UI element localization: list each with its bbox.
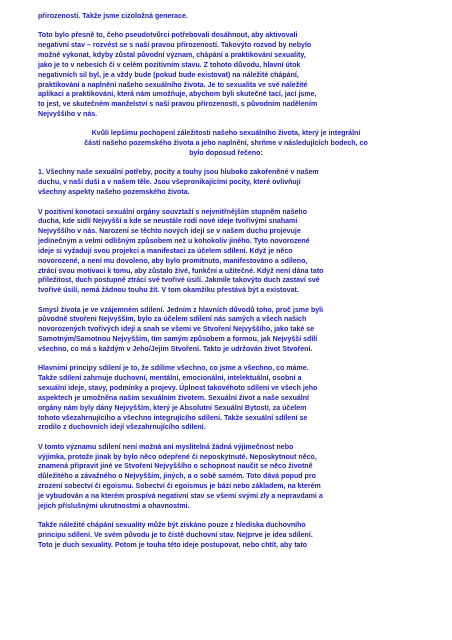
paragraph-5: V pozitivní konotaci sexuální orgány souvztaží s nejvnitřnějším stupněm našeho ducha, kde sídlí Nejvyšší a kde se neustále rodí nové ideje tvořivými snahami Nejvyššího v nás. Narození se těchto nových idejí se v našem duchu projevuje jedinečným a velmi odlišným způsobem než u kohokoliv jiného. Tyto novorozené ideje si vyžadují svou projekci a manifestaci za účelem sdílení. Když je něco novorozené, a není mu dovoleno, aby bylo promítnuto, manifestováno a sdíleno, ztrácí svou motivaci k tomu, aby zůstalo živé, funkční a užitečné. Když není dána tato příležitost, duch postupně ztrácí své tvořivé úsilí. Jakmile takovýto duch zastaví své tvořivé úsilí, nemá žádnou touhu žít. V tom okamžiku přestává být a existovat. xyxy=(38,208,324,295)
paragraph-2: Toto bylo přesně to, čeho pseudotvůrci potřebovali dosáhnout, aby aktivovali negativní stav – rozvést se s naší pravou přirozeností. Takovýto rozvod by nebylo možné vykonat, kdyby zůstal původní význam, chápání a praktikování sexuality, jako je to v nebesích či v celém pozitivním stavu. Z tohoto důvodu, hlavní útok negativních sil byl, je a vždy bude (pokud bude existovat) na náležité chápání, praktikování a naplnění našeho sexuálního života. Je to sexualita ve své náležité aplikaci a praktikování, která nám umožňuje, abychom byli skutečné tací, jací jsme, to jest, ve skutečném manželství s naší pravou přirozeností, s původním nadělením Nejvyššího v nás. xyxy=(38,32,318,119)
paragraph-4: 1. Všechny naše sexuální potřeby, pocity a touhy jsou hluboko zakořeněné v našem duchu, v naší duši a v našem těle. Jsou všepronikajícími pocity, které ovlivňují všechny aspekty našeho pozemského života. xyxy=(38,169,319,197)
paragraph-8: V tomto významu sdílení není možná ani myslitelná žádná výjimečnost nebo výjimka, protože jinak by bylo něco odepřené či neposkytnuté. Neposkytnout něco, znamená připravit jiné ve Stvoření Nejvyššího o schopnost naučit se něco životně důležitého a závažného o Nejvyšším, jiných, a o sobě samém. Toto dává popud pro zrození sobectví či egoismu. Sobectví či egoismus je bází nebo základem, na kterém je vybudován a na kterém prospívá negativní stav se všemi svými zly a nepravdami a jejich příslušnými ukrutnostmi a ohavnostmi. xyxy=(38,443,323,510)
paragraph-3: Kvůli lepšímu pochopení záležitosti našeho sexuálního života, který je integrální částí našeho pozemského života a jeho naplnění, shrňme v následujících bodech, co bylo doposud řečeno: xyxy=(84,130,368,158)
paragraph-1: přirozenosti. Takže jsme cizoložná generace. xyxy=(38,13,188,20)
paragraph-9: Takže náležité chápání sexuality může být získáno pouze z hlediska duchovního principu sdílení. Ve svém původu je to čistě duchovní stav. Nejprve je idea sdílení. Toto je duch sexuality. Potom je touha této ideje postupovat, nebo chtít, aby tato xyxy=(38,522,313,549)
paragraph-7: Hlavními principy sdílení je to, že sdílíme všechno, co jsme a všechno, co máme. Takže sdílení zahrnuje duchovní, mentální, emocionální, intelektuální, osobní a sexuální ideje, stavy, podmínky a projevy. Úplnost takovéhoto sdílení ve všech jeho aspektech je umožněna naším sexuálním životem. Sexuální život a naše sexuální orgány nám byly dány Nejvyšším, který je Absolutní Sexuální Bytostí, za účelem tohoto všezahrnujícího a všechno integrujícího sdílení. Takže sexuální sdílení se zrodilo z duchovních idejí všezahrnujícího sdílení. xyxy=(38,365,318,432)
paragraph-6: Smysl života je ve vzájemném sdílení. Jedním z hlavních důvodů toho, proč jsme byli původně stvořeni Nejvyšším, bylo za účelem sdílení nás samých a všech našich novorozených tvořivých idejí a snah se všemi ve Stvoření Nejvyššího, jako také se Samotným/Samotnou Nejvyšším, tím samým způsobem a formou, jak Nejvyšší sdílí všechno, co má s každým v Jeho/Jejím Stvoření. Takto je udržován život Stvoření. xyxy=(38,306,324,353)
